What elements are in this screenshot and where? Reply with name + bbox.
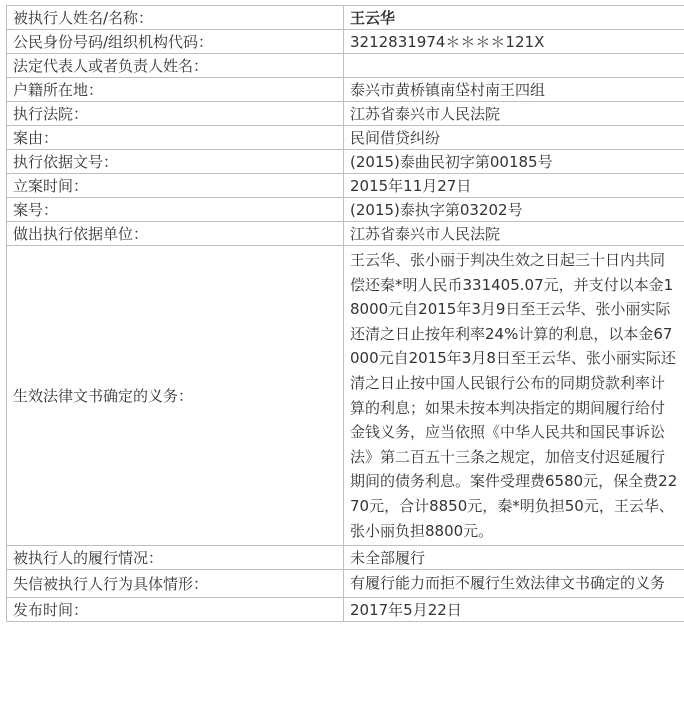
row-executing-court bbox=[7, 102, 684, 126]
label-basis-issuing-unit: 做出执行依据单位： bbox=[7, 222, 344, 246]
record-table bbox=[6, 5, 684, 622]
value-id-number: 3212831974＊＊＊＊121X bbox=[344, 30, 684, 54]
label-obligations: 生效法律文书确定的义务： bbox=[7, 246, 344, 546]
value-name: 王云华 bbox=[344, 6, 684, 30]
value-performance-status: 未全部履行 bbox=[344, 546, 684, 570]
row-basis-document-number bbox=[7, 150, 684, 174]
label-household-registration: 户籍所在地： bbox=[7, 78, 344, 102]
label-publish-date: 发布时间： bbox=[7, 598, 344, 622]
value-dishonest-circumstances: 有履行能力而拒不履行生效法律文书确定的义务 bbox=[344, 570, 684, 598]
label-id-number: 公民身份号码/组织机构代码： bbox=[7, 30, 344, 54]
value-legal-representative bbox=[344, 54, 684, 78]
value-case-number: (2015)泰执字第03202号 bbox=[344, 198, 684, 222]
value-executing-court: 江苏省泰兴市人民法院 bbox=[344, 102, 684, 126]
label-legal-representative: 法定代表人或者负责人姓名： bbox=[7, 54, 344, 78]
label-name: 被执行人姓名/名称： bbox=[7, 6, 344, 30]
value-filing-date: 2015年11月27日 bbox=[344, 174, 684, 198]
row-legal-representative bbox=[7, 54, 684, 78]
row-filing-date bbox=[7, 174, 684, 198]
value-publish-date: 2017年5月22日 bbox=[344, 598, 684, 622]
value-basis-document-number: (2015)泰曲民初字第00185号 bbox=[344, 150, 684, 174]
value-case-cause: 民间借贷纠纷 bbox=[344, 126, 684, 150]
row-household-registration bbox=[7, 78, 684, 102]
row-dishonest-circumstances bbox=[7, 570, 684, 598]
row-case-number bbox=[7, 198, 684, 222]
value-household-registration: 泰兴市黄桥镇南垈村南王四组 bbox=[344, 78, 684, 102]
label-basis-document-number: 执行依据文号： bbox=[7, 150, 344, 174]
label-executing-court: 执行法院： bbox=[7, 102, 344, 126]
row-id-number bbox=[7, 30, 684, 54]
row-publish-date bbox=[7, 598, 684, 622]
row-obligations bbox=[7, 246, 684, 546]
value-obligations: 王云华、张小丽于判决生效之日起三十日内共同偿还秦*明人民币331405.07元，并支付以本金18000元自2015年3月9日至王云华、张小丽实际还清之日止按年利率24%计算的利息，以本金67000元自2015年3月8日至王云华、张小丽实际还清之日止按中国人民银行公布的同期贷款利率计算的利息；如果未按本判决指定的期间履行给付金钱义务，应当依照《中华人民共和国民事诉讼法》第二百五十三条之规定，加倍支付迟延履行期间的债务利息。案件受理费6580元，保全费2270元，合计8850元，秦*明负担50元，王云华、张小丽负担8800元。 bbox=[344, 246, 684, 546]
row-case-cause bbox=[7, 126, 684, 150]
label-filing-date: 立案时间： bbox=[7, 174, 344, 198]
row-name bbox=[7, 6, 684, 30]
value-basis-issuing-unit: 江苏省泰兴市人民法院 bbox=[344, 222, 684, 246]
label-performance-status: 被执行人的履行情况： bbox=[7, 546, 344, 570]
row-basis-issuing-unit bbox=[7, 222, 684, 246]
label-dishonest-circumstances: 失信被执行人行为具体情形： bbox=[7, 570, 344, 598]
label-case-number: 案号： bbox=[7, 198, 344, 222]
label-case-cause: 案由： bbox=[7, 126, 344, 150]
row-performance-status bbox=[7, 546, 684, 570]
